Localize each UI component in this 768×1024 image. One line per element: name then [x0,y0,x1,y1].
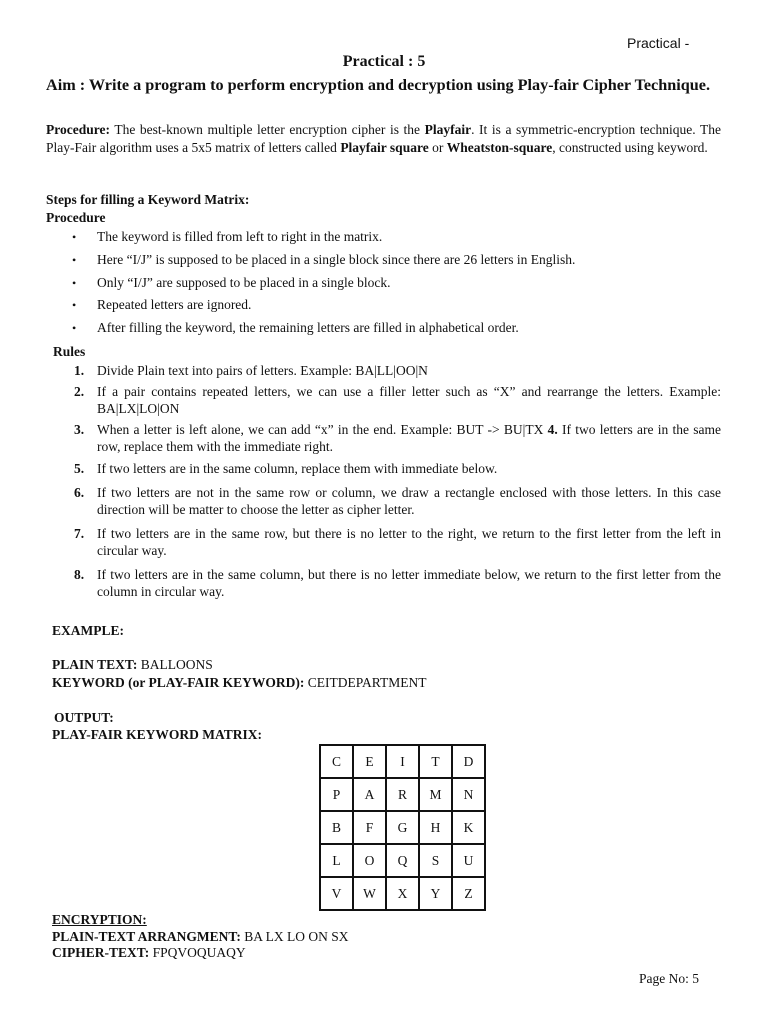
rule-item-5 [66,460,722,480]
matrix-cell: Y [419,877,452,910]
arrangement-value: BA LX LO ON SX [240,929,349,944]
rule-item-1 [66,362,722,382]
rule-item-3 [66,421,722,457]
matrix-cell: L [320,844,353,877]
playfair-matrix [319,744,486,911]
matrix-cell: W [353,877,386,910]
rule-text-a: When a letter is left alone, we can add “x” in the end. Example: BUT -> BU|TX [97,422,548,437]
rule-item-2 [66,383,722,419]
matrix-row [320,778,485,811]
keyword-value: CEITDEPARTMENT [304,675,427,690]
cipher-value: FPQVOQUAQY [149,945,246,960]
matrix-cell: M [419,778,452,811]
arrangement-line [52,929,349,945]
header-practical-label: Practical - [627,35,690,51]
matrix-cell: A [353,778,386,811]
encryption-heading: ENCRYPTION: [52,912,147,927]
rule-number: 7. [74,526,85,541]
steps-heading: Steps for filling a Keyword Matrix: [46,192,250,207]
arrangement-label: PLAIN-TEXT ARRANGMENT: [52,929,241,944]
matrix-cell: O [353,844,386,877]
plain-text-line [52,657,213,673]
matrix-cell: N [452,778,485,811]
matrix-cell: V [320,877,353,910]
cipher-label: CIPHER-TEXT: [52,945,150,960]
procedure-text-4: , constructed using keyword. [552,140,708,155]
list-item: • Here “I/J” is supposed to be placed in a single block since there are 26 letters in English. [72,251,722,274]
rule-number: 6. [74,485,85,500]
rules-heading: Rules [53,344,86,359]
rule-text: If two letters are in the same column, replace them with immediate below. [97,461,498,476]
matrix-cell: H [419,811,452,844]
procedure-bold-playfair: Playfair [424,122,472,137]
rule-number: 5. [74,461,85,476]
matrix-cell: I [386,745,419,778]
steps-list [72,228,722,342]
output-heading: OUTPUT: [54,710,114,725]
matrix-cell: E [353,745,386,778]
matrix-cell: P [320,778,353,811]
matrix-cell: T [419,745,452,778]
procedure-text-2: . It is a symmetric-encryption technique. The Play-Fair algorithm uses a 5x5 matrix of letters called [46,122,721,155]
list-item: • After filling the keyword, the remaining letters are filled in alphabetical order. [72,319,722,342]
rule-number: 3. [74,422,85,437]
procedure-text-1: The best-known multiple letter encryption cipher is the [109,122,425,137]
matrix-row [320,844,485,877]
page-title: Practical : 5 [342,53,426,70]
rule-number: 2. [74,384,85,399]
matrix-cell: D [452,745,485,778]
matrix-heading: PLAY-FAIR KEYWORD MATRIX: [52,727,263,742]
matrix-cell: S [419,844,452,877]
matrix-cell: U [452,844,485,877]
rule-text-c: If two letters are in the same row, replace them with the immediate right. [97,422,721,454]
procedure-heading: Procedure [46,210,106,225]
matrix-cell: K [452,811,485,844]
aim-statement: Aim : Write a program to perform encryption and decryption using Play-fair Cipher Technique. [46,76,710,94]
rule-text: Divide Plain text into pairs of letters. Example: BA|LL|OO|N [97,363,428,378]
rule-item-8 [66,566,722,602]
list-item: • Repeated letters are ignored. [72,296,722,319]
list-item: • Only “I/J” are supposed to be placed in a single block. [72,274,722,297]
procedure-bold-wheatston-square: Wheatston-square [446,140,553,155]
rule-number: 8. [74,567,85,582]
rule-text: If a pair contains repeated letters, we can use a filler letter such as “X” and rearrange the letters. Example: BA|LX|LO|ON [97,384,721,416]
matrix-cell: R [386,778,419,811]
page-number: Page No: 5 [639,971,699,986]
matrix-cell: X [386,877,419,910]
rule-text: If two letters are in the same column, but there is no letter immediate below, we return to the first letter from the column in circular way. [97,567,721,599]
matrix-row [320,811,485,844]
matrix-cell: B [320,811,353,844]
example-heading: EXAMPLE: [52,623,124,638]
keyword-label: KEYWORD (or PLAY-FAIR KEYWORD): [52,675,305,690]
procedure-paragraph [46,121,721,157]
matrix-cell: F [353,811,386,844]
matrix-cell: Q [386,844,419,877]
matrix-cell: C [320,745,353,778]
matrix-row [320,745,485,778]
rule-text [97,421,721,455]
rule-text: If two letters are in the same row, but there is no letter to the right, we return to the first letter from the left in circular way. [97,526,721,558]
rule-inline-number: 4. [547,422,558,437]
rule-item-6 [66,484,722,520]
plain-text-value: BALLOONS [137,657,213,672]
plain-text-label: PLAIN TEXT: [52,657,138,672]
matrix-row [320,877,485,910]
cipher-line [52,945,246,961]
rule-number: 1. [74,363,85,378]
keyword-line [52,675,426,691]
procedure-label: Procedure: [46,122,110,137]
procedure-bold-playfair-square: Playfair square [340,140,429,155]
list-item: • The keyword is filled from left to right in the matrix. [72,228,722,251]
rule-item-7 [66,525,722,561]
matrix-cell: G [386,811,419,844]
matrix-cell: Z [452,877,485,910]
procedure-text-3: or [428,140,447,155]
rule-text: If two letters are not in the same row or column, we draw a rectangle enclosed with those letters. In this case direction will be matter to choose the letter as cipher letter. [97,485,721,517]
